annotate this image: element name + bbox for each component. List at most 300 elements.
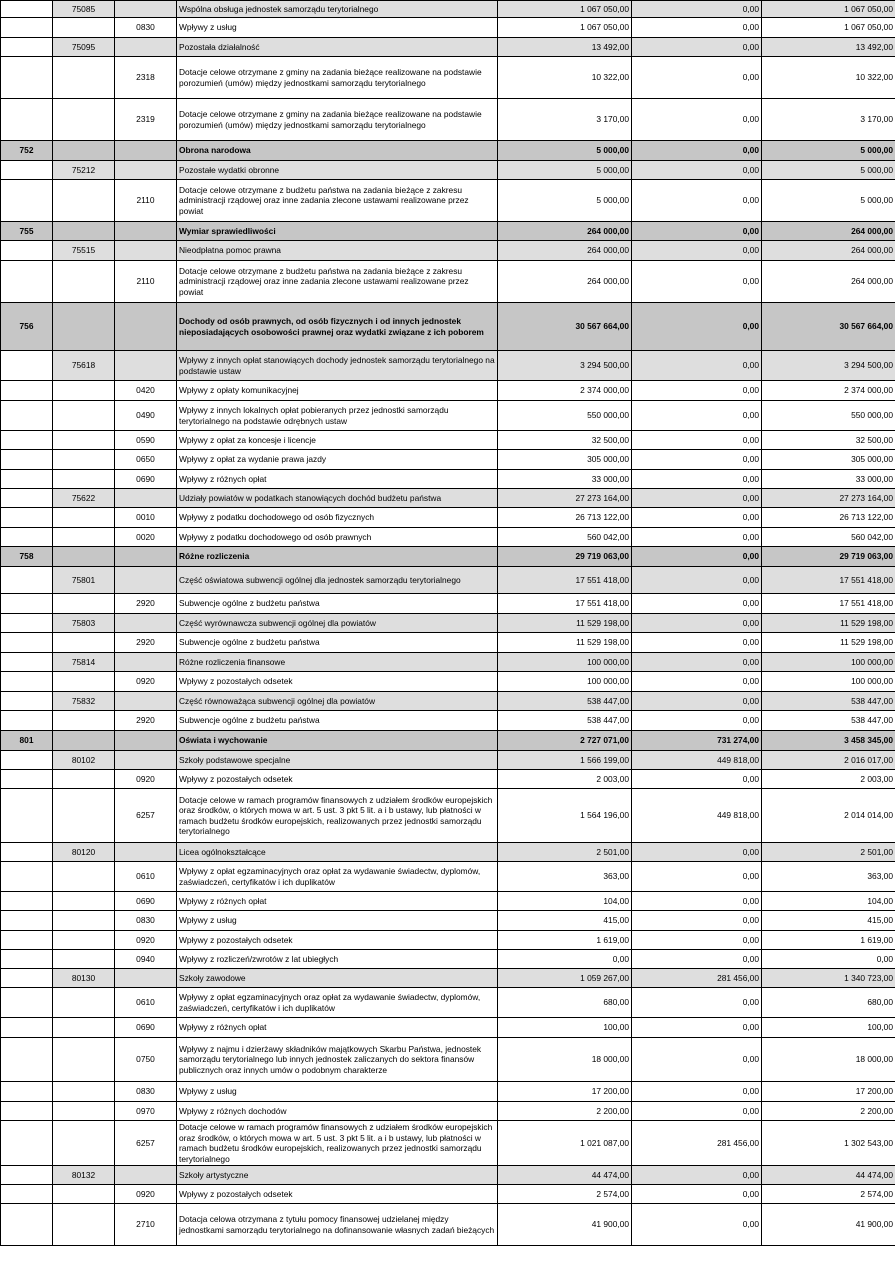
description-cell: Wspólna obsługa jednostek samorządu terytorialnego — [177, 1, 498, 18]
amount-cell: 2 200,00 — [498, 1102, 632, 1121]
paragraf-row — [1, 1121, 895, 1166]
description-cell: Dotacje celowe otrzymane z gminy na zadania bieżące realizowane na podstawie porozumień (umów) między jednostkami samorządu terytorialnego — [177, 99, 498, 141]
rozdzial-code-cell — [53, 862, 115, 892]
rozdzial-code-cell — [53, 770, 115, 789]
rozdzial-row — [1, 567, 895, 594]
description-cell: Subwencje ogólne z budżetu państwa — [177, 711, 498, 731]
paragraf-code-cell: 0420 — [115, 381, 177, 401]
paragraf-row — [1, 633, 895, 653]
rozdzial-row — [1, 843, 895, 862]
amount-change-cell: 0,00 — [632, 988, 762, 1018]
dzial-code-cell — [1, 567, 53, 594]
dzial-code-cell — [1, 692, 53, 711]
rozdzial-code-cell — [53, 633, 115, 653]
rozdzial-code-cell — [53, 1018, 115, 1038]
paragraf-row — [1, 401, 895, 431]
paragraf-code-cell: 2920 — [115, 633, 177, 653]
dzial-code-cell — [1, 789, 53, 843]
description-cell: Szkoły zawodowe — [177, 969, 498, 988]
amount-change-cell: 0,00 — [632, 692, 762, 711]
amount-cell: 680,00 — [498, 988, 632, 1018]
description-cell: Dotacje celowe otrzymane z budżetu państwa na zadania bieżące z zakresu administracji rządowej oraz inne zadania zlecone ustawami realizowane przez powiat — [177, 261, 498, 303]
dzial-code-cell — [1, 1, 53, 18]
dzial-code-cell — [1, 261, 53, 303]
description-cell: Różne rozliczenia finansowe — [177, 653, 498, 672]
amount-cell: 44 474,00 — [498, 1166, 632, 1185]
paragraf-code-cell: 2110 — [115, 261, 177, 303]
amount-cell: 264 000,00 — [498, 222, 632, 241]
rozdzial-code-cell — [53, 141, 115, 161]
dzial-code-cell — [1, 770, 53, 789]
rozdzial-code-cell — [53, 303, 115, 351]
amount-total-cell: 17 551 418,00 — [762, 567, 895, 594]
amount-change-cell: 0,00 — [632, 892, 762, 911]
description-cell: Część wyrównawcza subwencji ogólnej dla powiatów — [177, 614, 498, 633]
description-cell: Wpływy z różnych opłat — [177, 1018, 498, 1038]
dzial-code-cell — [1, 1204, 53, 1246]
paragraf-code-cell: 0020 — [115, 528, 177, 547]
amount-change-cell: 281 456,00 — [632, 969, 762, 988]
amount-change-cell: 0,00 — [632, 1166, 762, 1185]
paragraf-code-cell: 2110 — [115, 180, 177, 222]
rozdzial-code-cell: 80102 — [53, 751, 115, 770]
amount-cell: 17 551 418,00 — [498, 567, 632, 594]
amount-cell: 538 447,00 — [498, 711, 632, 731]
description-cell: Wpływy z pozostałych odsetek — [177, 1185, 498, 1204]
amount-change-cell: 0,00 — [632, 931, 762, 950]
amount-change-cell: 0,00 — [632, 99, 762, 141]
paragraf-code-cell — [115, 161, 177, 180]
dzial-code-cell: 756 — [1, 303, 53, 351]
paragraf-code-cell — [115, 731, 177, 751]
dzial-code-cell — [1, 1166, 53, 1185]
description-cell: Wpływy z pozostałych odsetek — [177, 672, 498, 692]
rozdzial-code-cell: 75814 — [53, 653, 115, 672]
paragraf-code-cell — [115, 141, 177, 161]
amount-change-cell: 0,00 — [632, 351, 762, 381]
paragraf-row — [1, 99, 895, 141]
paragraf-code-cell: 2318 — [115, 57, 177, 99]
paragraf-code-cell: 0010 — [115, 508, 177, 528]
amount-change-cell: 0,00 — [632, 1, 762, 18]
amount-cell: 100 000,00 — [498, 672, 632, 692]
rozdzial-code-cell — [53, 892, 115, 911]
amount-cell: 10 322,00 — [498, 57, 632, 99]
paragraf-code-cell: 6257 — [115, 1121, 177, 1166]
description-cell: Wpływy z różnych opłat — [177, 892, 498, 911]
amount-total-cell: 32 500,00 — [762, 431, 895, 450]
paragraf-row — [1, 431, 895, 450]
paragraf-code-cell — [115, 969, 177, 988]
amount-change-cell: 0,00 — [632, 1038, 762, 1082]
description-cell: Różne rozliczenia — [177, 547, 498, 567]
amount-change-cell: 0,00 — [632, 450, 762, 470]
description-cell: Wpływy z opłat za wydanie prawa jazdy — [177, 450, 498, 470]
rozdzial-row — [1, 1, 895, 18]
paragraf-code-cell — [115, 547, 177, 567]
rozdzial-code-cell — [53, 470, 115, 489]
paragraf-row — [1, 770, 895, 789]
amount-cell: 1 619,00 — [498, 931, 632, 950]
paragraf-code-cell: 0920 — [115, 770, 177, 789]
amount-cell: 363,00 — [498, 862, 632, 892]
amount-change-cell: 0,00 — [632, 431, 762, 450]
paragraf-code-cell: 0590 — [115, 431, 177, 450]
rozdzial-code-cell — [53, 1185, 115, 1204]
amount-total-cell: 2 574,00 — [762, 1185, 895, 1204]
paragraf-code-cell: 0650 — [115, 450, 177, 470]
rozdzial-row — [1, 241, 895, 261]
dzial-code-cell — [1, 241, 53, 261]
amount-cell: 2 374 000,00 — [498, 381, 632, 401]
amount-cell: 2 727 071,00 — [498, 731, 632, 751]
rozdzial-code-cell — [53, 1102, 115, 1121]
rozdzial-code-cell — [53, 381, 115, 401]
paragraf-code-cell — [115, 653, 177, 672]
paragraf-row — [1, 180, 895, 222]
amount-change-cell: 0,00 — [632, 862, 762, 892]
rozdzial-row — [1, 692, 895, 711]
rozdzial-code-cell — [53, 180, 115, 222]
rozdzial-row — [1, 614, 895, 633]
dzial-code-cell — [1, 1121, 53, 1166]
amount-cell: 1 067 050,00 — [498, 1, 632, 18]
amount-total-cell: 5 000,00 — [762, 161, 895, 180]
amount-total-cell: 3 458 345,00 — [762, 731, 895, 751]
amount-cell: 264 000,00 — [498, 261, 632, 303]
dzial-code-cell — [1, 450, 53, 470]
paragraf-row — [1, 594, 895, 614]
dzial-code-cell — [1, 950, 53, 969]
amount-cell: 30 567 664,00 — [498, 303, 632, 351]
amount-total-cell: 13 492,00 — [762, 38, 895, 57]
amount-total-cell: 27 273 164,00 — [762, 489, 895, 508]
amount-change-cell: 0,00 — [632, 672, 762, 692]
paragraf-code-cell: 2710 — [115, 1204, 177, 1246]
amount-cell: 100 000,00 — [498, 653, 632, 672]
amount-change-cell: 0,00 — [632, 1102, 762, 1121]
paragraf-code-cell: 0830 — [115, 1082, 177, 1102]
paragraf-code-cell: 0830 — [115, 18, 177, 38]
amount-change-cell: 0,00 — [632, 141, 762, 161]
description-cell: Wpływy z podatku dochodowego od osób fizycznych — [177, 508, 498, 528]
description-cell: Wpływy z usług — [177, 18, 498, 38]
paragraf-row — [1, 988, 895, 1018]
amount-change-cell: 0,00 — [632, 653, 762, 672]
amount-cell: 26 713 122,00 — [498, 508, 632, 528]
dzial-code-cell — [1, 1185, 53, 1204]
paragraf-code-cell — [115, 1, 177, 18]
amount-cell: 560 042,00 — [498, 528, 632, 547]
amount-change-cell: 0,00 — [632, 1018, 762, 1038]
description-cell: Licea ogólnokształcące — [177, 843, 498, 862]
amount-change-cell: 0,00 — [632, 1185, 762, 1204]
table-body — [1, 1, 895, 1246]
amount-change-cell: 0,00 — [632, 770, 762, 789]
paragraf-row — [1, 931, 895, 950]
description-cell: Subwencje ogólne z budżetu państwa — [177, 594, 498, 614]
dzial-code-cell — [1, 633, 53, 653]
description-cell: Wpływy z podatku dochodowego od osób prawnych — [177, 528, 498, 547]
dzial-code-cell — [1, 161, 53, 180]
amount-change-cell: 449 818,00 — [632, 789, 762, 843]
paragraf-code-cell: 2920 — [115, 711, 177, 731]
description-cell: Pozostałe wydatki obronne — [177, 161, 498, 180]
rozdzial-row — [1, 38, 895, 57]
description-cell: Wymiar sprawiedliwości — [177, 222, 498, 241]
paragraf-code-cell — [115, 222, 177, 241]
description-cell: Dotacje celowe otrzymane z budżetu państwa na zadania bieżące z zakresu administracji rządowej oraz inne zadania zlecone ustawami realizowane przez powiat — [177, 180, 498, 222]
amount-total-cell: 26 713 122,00 — [762, 508, 895, 528]
dzial-code-cell — [1, 988, 53, 1018]
amount-total-cell: 415,00 — [762, 911, 895, 931]
description-cell: Szkoły artystyczne — [177, 1166, 498, 1185]
amount-cell: 17 200,00 — [498, 1082, 632, 1102]
amount-change-cell: 0,00 — [632, 1082, 762, 1102]
rozdzial-row — [1, 969, 895, 988]
dzial-code-cell — [1, 180, 53, 222]
description-cell: Subwencje ogólne z budżetu państwa — [177, 633, 498, 653]
rozdzial-code-cell — [53, 547, 115, 567]
paragraf-code-cell: 0690 — [115, 470, 177, 489]
description-cell: Udziały powiatów w podatkach stanowiących dochód budżetu państwa — [177, 489, 498, 508]
amount-cell: 5 000,00 — [498, 161, 632, 180]
amount-change-cell: 0,00 — [632, 594, 762, 614]
dzial-code-cell — [1, 1102, 53, 1121]
rozdzial-code-cell — [53, 988, 115, 1018]
amount-cell: 2 003,00 — [498, 770, 632, 789]
description-cell: Dotacje celowe w ramach programów finansowych z udziałem środków europejskich oraz środków, o których mowa w art. 5 ust. 3 pkt 5 lit. a i b ustawy, lub płatności w ramach budżetu środków europejskich, realizowanych przez jednostki samorządu terytorialnego — [177, 1121, 498, 1166]
paragraf-code-cell: 0830 — [115, 911, 177, 931]
rozdzial-code-cell: 75515 — [53, 241, 115, 261]
rozdzial-code-cell — [53, 1121, 115, 1166]
amount-change-cell: 0,00 — [632, 1204, 762, 1246]
amount-total-cell: 2 003,00 — [762, 770, 895, 789]
rozdzial-row — [1, 1166, 895, 1185]
description-cell: Wpływy z różnych dochodów — [177, 1102, 498, 1121]
amount-cell: 264 000,00 — [498, 241, 632, 261]
rozdzial-row — [1, 489, 895, 508]
dzial-code-cell — [1, 489, 53, 508]
dzial-code-cell — [1, 1038, 53, 1082]
amount-cell: 33 000,00 — [498, 470, 632, 489]
description-cell: Wpływy z różnych opłat — [177, 470, 498, 489]
paragraf-code-cell — [115, 303, 177, 351]
amount-total-cell: 363,00 — [762, 862, 895, 892]
amount-cell: 17 551 418,00 — [498, 594, 632, 614]
dzial-code-cell — [1, 892, 53, 911]
dzial-code-cell — [1, 18, 53, 38]
paragraf-code-cell: 0690 — [115, 1018, 177, 1038]
rozdzial-code-cell — [53, 911, 115, 931]
rozdzial-code-cell — [53, 508, 115, 528]
amount-cell: 11 529 198,00 — [498, 633, 632, 653]
description-cell: Wpływy z opłat za koncesje i licencje — [177, 431, 498, 450]
dzial-code-cell — [1, 401, 53, 431]
amount-total-cell: 3 294 500,00 — [762, 351, 895, 381]
amount-change-cell: 0,00 — [632, 470, 762, 489]
amount-total-cell: 5 000,00 — [762, 141, 895, 161]
rozdzial-row — [1, 751, 895, 770]
amount-change-cell: 0,00 — [632, 911, 762, 931]
amount-cell: 550 000,00 — [498, 401, 632, 431]
amount-total-cell: 17 551 418,00 — [762, 594, 895, 614]
description-cell: Pozostała działalność — [177, 38, 498, 57]
amount-total-cell: 1 067 050,00 — [762, 1, 895, 18]
paragraf-row — [1, 1185, 895, 1204]
rozdzial-code-cell: 80120 — [53, 843, 115, 862]
amount-total-cell: 2 501,00 — [762, 843, 895, 862]
amount-total-cell: 2 016 017,00 — [762, 751, 895, 770]
amount-total-cell: 1 619,00 — [762, 931, 895, 950]
rozdzial-code-cell — [53, 261, 115, 303]
amount-change-cell: 0,00 — [632, 489, 762, 508]
amount-change-cell: 0,00 — [632, 38, 762, 57]
description-cell: Dotacje celowe w ramach programów finansowych z udziałem środków europejskich oraz środków, o których mowa w art. 5 ust. 3 pkt 5 lit. a i b ustawy, lub płatności w ramach budżetu środków europejskich, realizowanych przez jednostki samorządu terytorialnego — [177, 789, 498, 843]
dzial-code-cell — [1, 57, 53, 99]
description-cell: Dotacja celowa otrzymana z tytułu pomocy finansowej udzielanej między jednostkami samorządu terytorialnego na dofinansowanie własnych zadań bieżących — [177, 1204, 498, 1246]
amount-change-cell: 0,00 — [632, 547, 762, 567]
amount-total-cell: 1 302 543,00 — [762, 1121, 895, 1166]
amount-total-cell: 33 000,00 — [762, 470, 895, 489]
amount-total-cell: 305 000,00 — [762, 450, 895, 470]
amount-total-cell: 104,00 — [762, 892, 895, 911]
dzial-code-cell — [1, 911, 53, 931]
amount-change-cell: 0,00 — [632, 180, 762, 222]
dzial-code-cell — [1, 38, 53, 57]
paragraf-row — [1, 508, 895, 528]
dzial-code-cell — [1, 594, 53, 614]
amount-cell: 1 021 087,00 — [498, 1121, 632, 1166]
rozdzial-code-cell — [53, 1082, 115, 1102]
description-cell: Obrona narodowa — [177, 141, 498, 161]
rozdzial-code-cell — [53, 99, 115, 141]
dzial-code-cell — [1, 508, 53, 528]
amount-total-cell: 10 322,00 — [762, 57, 895, 99]
description-cell: Wpływy z opłat egzaminacyjnych oraz opłat za wydawanie świadectw, dyplomów, zaświadczeń, certyfikatów i ich duplikatów — [177, 988, 498, 1018]
amount-change-cell: 0,00 — [632, 567, 762, 594]
rozdzial-code-cell — [53, 672, 115, 692]
amount-change-cell: 281 456,00 — [632, 1121, 762, 1166]
dzial-code-cell — [1, 431, 53, 450]
description-cell: Część oświatowa subwencji ogólnej dla jednostek samorządu terytorialnego — [177, 567, 498, 594]
paragraf-code-cell: 0920 — [115, 1185, 177, 1204]
rozdzial-code-cell: 80132 — [53, 1166, 115, 1185]
description-cell: Wpływy z opłat egzaminacyjnych oraz opłat za wydawanie świadectw, dyplomów, zaświadczeń, certyfikatów i ich duplikatów — [177, 862, 498, 892]
paragraf-row — [1, 57, 895, 99]
dzial-code-cell — [1, 969, 53, 988]
paragraf-row — [1, 1082, 895, 1102]
amount-cell: 538 447,00 — [498, 692, 632, 711]
amount-change-cell: 0,00 — [632, 843, 762, 862]
paragraf-code-cell: 0490 — [115, 401, 177, 431]
description-cell: Wpływy z opłaty komunikacyjnej — [177, 381, 498, 401]
rozdzial-code-cell — [53, 57, 115, 99]
description-cell: Wpływy z rozliczeń/zwrotów z lat ubiegłych — [177, 950, 498, 969]
amount-cell: 32 500,00 — [498, 431, 632, 450]
description-cell: Wpływy z innych lokalnych opłat pobieranych przez jednostki samorządu terytorialnego na podstawie odrębnych ustaw — [177, 401, 498, 431]
amount-total-cell: 100,00 — [762, 1018, 895, 1038]
amount-change-cell: 0,00 — [632, 241, 762, 261]
dzial-code-cell — [1, 99, 53, 141]
rozdzial-code-cell — [53, 431, 115, 450]
amount-cell: 41 900,00 — [498, 1204, 632, 1246]
paragraf-code-cell: 0940 — [115, 950, 177, 969]
rozdzial-code-cell — [53, 18, 115, 38]
rozdzial-code-cell: 75085 — [53, 1, 115, 18]
paragraf-code-cell — [115, 241, 177, 261]
paragraf-row — [1, 711, 895, 731]
paragraf-row — [1, 470, 895, 489]
paragraf-code-cell: 0610 — [115, 988, 177, 1018]
dzial-code-cell — [1, 351, 53, 381]
dzial-code-cell — [1, 528, 53, 547]
dzial-code-cell — [1, 614, 53, 633]
amount-total-cell: 264 000,00 — [762, 261, 895, 303]
description-cell: Wpływy z pozostałych odsetek — [177, 931, 498, 950]
dzial-code-cell — [1, 1018, 53, 1038]
dzial-row — [1, 731, 895, 751]
paragraf-code-cell: 0920 — [115, 931, 177, 950]
paragraf-row — [1, 1102, 895, 1121]
paragraf-row — [1, 450, 895, 470]
rozdzial-code-cell — [53, 931, 115, 950]
rozdzial-code-cell: 75212 — [53, 161, 115, 180]
amount-change-cell: 0,00 — [632, 528, 762, 547]
amount-change-cell: 0,00 — [632, 950, 762, 969]
amount-total-cell: 5 000,00 — [762, 180, 895, 222]
amount-cell: 5 000,00 — [498, 141, 632, 161]
paragraf-code-cell: 0690 — [115, 892, 177, 911]
rozdzial-code-cell — [53, 1204, 115, 1246]
amount-change-cell: 0,00 — [632, 633, 762, 653]
paragraf-row — [1, 862, 895, 892]
amount-total-cell: 30 567 664,00 — [762, 303, 895, 351]
rozdzial-code-cell — [53, 711, 115, 731]
amount-change-cell: 0,00 — [632, 508, 762, 528]
paragraf-code-cell — [115, 567, 177, 594]
amount-cell: 1 067 050,00 — [498, 18, 632, 38]
dzial-code-cell: 755 — [1, 222, 53, 241]
amount-total-cell: 264 000,00 — [762, 222, 895, 241]
description-cell: Wpływy z usług — [177, 911, 498, 931]
amount-total-cell: 538 447,00 — [762, 692, 895, 711]
amount-total-cell: 44 474,00 — [762, 1166, 895, 1185]
amount-change-cell: 731 274,00 — [632, 731, 762, 751]
amount-total-cell: 11 529 198,00 — [762, 614, 895, 633]
description-cell: Nieodpłatna pomoc prawna — [177, 241, 498, 261]
description-cell: Część równoważąca subwencji ogólnej dla powiatów — [177, 692, 498, 711]
dzial-code-cell — [1, 862, 53, 892]
rozdzial-code-cell — [53, 731, 115, 751]
amount-total-cell: 550 000,00 — [762, 401, 895, 431]
dzial-code-cell — [1, 843, 53, 862]
amount-change-cell: 449 818,00 — [632, 751, 762, 770]
dzial-code-cell: 752 — [1, 141, 53, 161]
paragraf-code-cell — [115, 692, 177, 711]
paragraf-code-cell — [115, 614, 177, 633]
amount-cell: 0,00 — [498, 950, 632, 969]
rozdzial-code-cell: 75801 — [53, 567, 115, 594]
dzial-row — [1, 303, 895, 351]
amount-change-cell: 0,00 — [632, 614, 762, 633]
rozdzial-row — [1, 161, 895, 180]
paragraf-code-cell: 0920 — [115, 672, 177, 692]
paragraf-row — [1, 18, 895, 38]
amount-total-cell: 18 000,00 — [762, 1038, 895, 1082]
description-cell: Wpływy z najmu i dzierżawy składników majątkowych Skarbu Państwa, jednostek samorządu terytorialnego lub innych jednostek zaliczanych do sektora finansów publicznych oraz innych umów o podobnym charakterze — [177, 1038, 498, 1082]
amount-total-cell: 1 340 723,00 — [762, 969, 895, 988]
